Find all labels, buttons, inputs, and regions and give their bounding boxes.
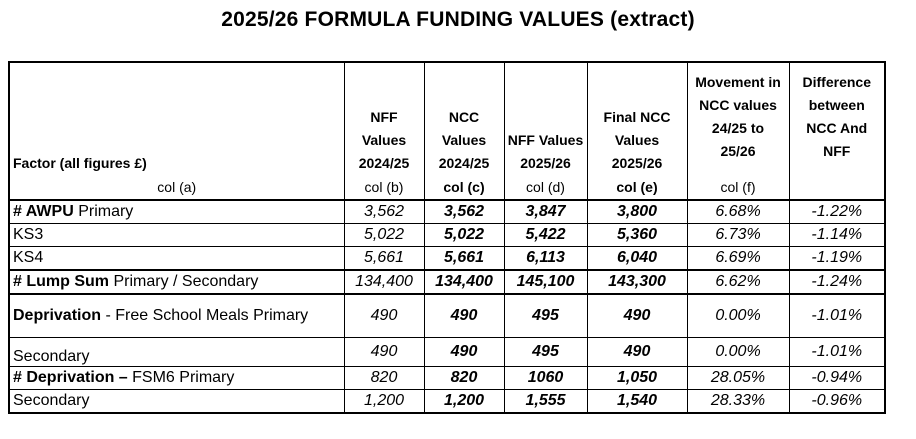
cell-nff-2526: 1,555: [504, 390, 587, 414]
cell-final-ncc: 490: [587, 338, 687, 367]
page-title: 2025/26 FORMULA FUNDING VALUES (extract): [221, 8, 695, 31]
col-label-f: col (f): [687, 175, 789, 200]
cell-movement: 28.05%: [687, 367, 789, 390]
row-label: Deprivation - Free School Meals Primary: [9, 294, 344, 338]
cell-nff-2425: 5,661: [344, 247, 424, 271]
cell-final-ncc: 6,040: [587, 247, 687, 271]
header-final-ncc: Final NCC Values 2025/26: [587, 62, 687, 175]
cell-nff-2526: 1060: [504, 367, 587, 390]
header-nff-2526: NFF Values 2025/26: [504, 62, 587, 175]
cell-difference: -1.01%: [789, 338, 885, 367]
cell-difference: -1.14%: [789, 224, 885, 247]
header-difference: Difference between NCC And NFF: [789, 62, 885, 175]
cell-nff-2526: 145,100: [504, 270, 587, 294]
cell-nff-2425: 490: [344, 294, 424, 338]
cell-movement: 6.62%: [687, 270, 789, 294]
cell-ncc-2425: 820: [424, 367, 504, 390]
col-label-a: col (a): [9, 175, 344, 200]
cell-movement: 28.33%: [687, 390, 789, 414]
row-label: KS4: [9, 247, 344, 271]
col-label-c: col (c): [424, 175, 504, 200]
cell-difference: -1.01%: [789, 294, 885, 338]
cell-nff-2425: 490: [344, 338, 424, 367]
cell-nff-2526: 6,113: [504, 247, 587, 271]
cell-nff-2425: 5,022: [344, 224, 424, 247]
col-label-d: col (d): [504, 175, 587, 200]
cell-difference: -1.22%: [789, 200, 885, 224]
cell-movement: 6.68%: [687, 200, 789, 224]
col-label-e: col (e): [587, 175, 687, 200]
cell-ncc-2425: 3,562: [424, 200, 504, 224]
table-row: [9, 247, 885, 271]
cell-final-ncc: 143,300: [587, 270, 687, 294]
cell-difference: -1.19%: [789, 247, 885, 271]
cell-nff-2526: 3,847: [504, 200, 587, 224]
cell-nff-2425: 820: [344, 367, 424, 390]
row-label: Secondary: [9, 338, 344, 367]
table-row: [9, 390, 885, 414]
cell-final-ncc: 1,050: [587, 367, 687, 390]
cell-ncc-2425: 5,022: [424, 224, 504, 247]
cell-ncc-2425: 1,200: [424, 390, 504, 414]
row-label: # Deprivation – FSM6 Primary: [9, 367, 344, 390]
header-nff-2425: NFF Values 2024/25: [344, 62, 424, 175]
cell-nff-2425: 1,200: [344, 390, 424, 414]
header-row: [9, 62, 885, 175]
row-label: # AWPU Primary: [9, 200, 344, 224]
cell-final-ncc: 1,540: [587, 390, 687, 414]
cell-nff-2526: 495: [504, 338, 587, 367]
cell-movement: 6.69%: [687, 247, 789, 271]
cell-ncc-2425: 490: [424, 294, 504, 338]
table-row: [9, 294, 885, 338]
header-ncc-2425: NCC Values 2024/25: [424, 62, 504, 175]
table-row: [9, 224, 885, 247]
cell-nff-2526: 495: [504, 294, 587, 338]
header-factor: Factor (all figures £): [9, 62, 344, 175]
cell-movement: 6.73%: [687, 224, 789, 247]
cell-difference: -0.94%: [789, 367, 885, 390]
cell-final-ncc: 3,800: [587, 200, 687, 224]
cell-ncc-2425: 5,661: [424, 247, 504, 271]
cell-nff-2425: 134,400: [344, 270, 424, 294]
table-row: [9, 338, 885, 367]
column-label-row: [9, 175, 885, 200]
row-label: # Lump Sum Primary / Secondary: [9, 270, 344, 294]
cell-final-ncc: 490: [587, 294, 687, 338]
funding-table: [8, 61, 886, 414]
cell-final-ncc: 5,360: [587, 224, 687, 247]
cell-ncc-2425: 490: [424, 338, 504, 367]
cell-ncc-2425: 134,400: [424, 270, 504, 294]
col-label-g: [789, 175, 885, 200]
cell-difference: -1.24%: [789, 270, 885, 294]
cell-movement: 0.00%: [687, 294, 789, 338]
cell-nff-2526: 5,422: [504, 224, 587, 247]
table-row: [9, 270, 885, 294]
cell-nff-2425: 3,562: [344, 200, 424, 224]
table-row: [9, 200, 885, 224]
header-movement: Movement in NCC values 24/25 to 25/26: [687, 62, 789, 175]
row-label: KS3: [9, 224, 344, 247]
cell-difference: -0.96%: [789, 390, 885, 414]
table-row: [9, 367, 885, 390]
row-label: Secondary: [9, 390, 344, 414]
col-label-b: col (b): [344, 175, 424, 200]
cell-movement: 0.00%: [687, 338, 789, 367]
